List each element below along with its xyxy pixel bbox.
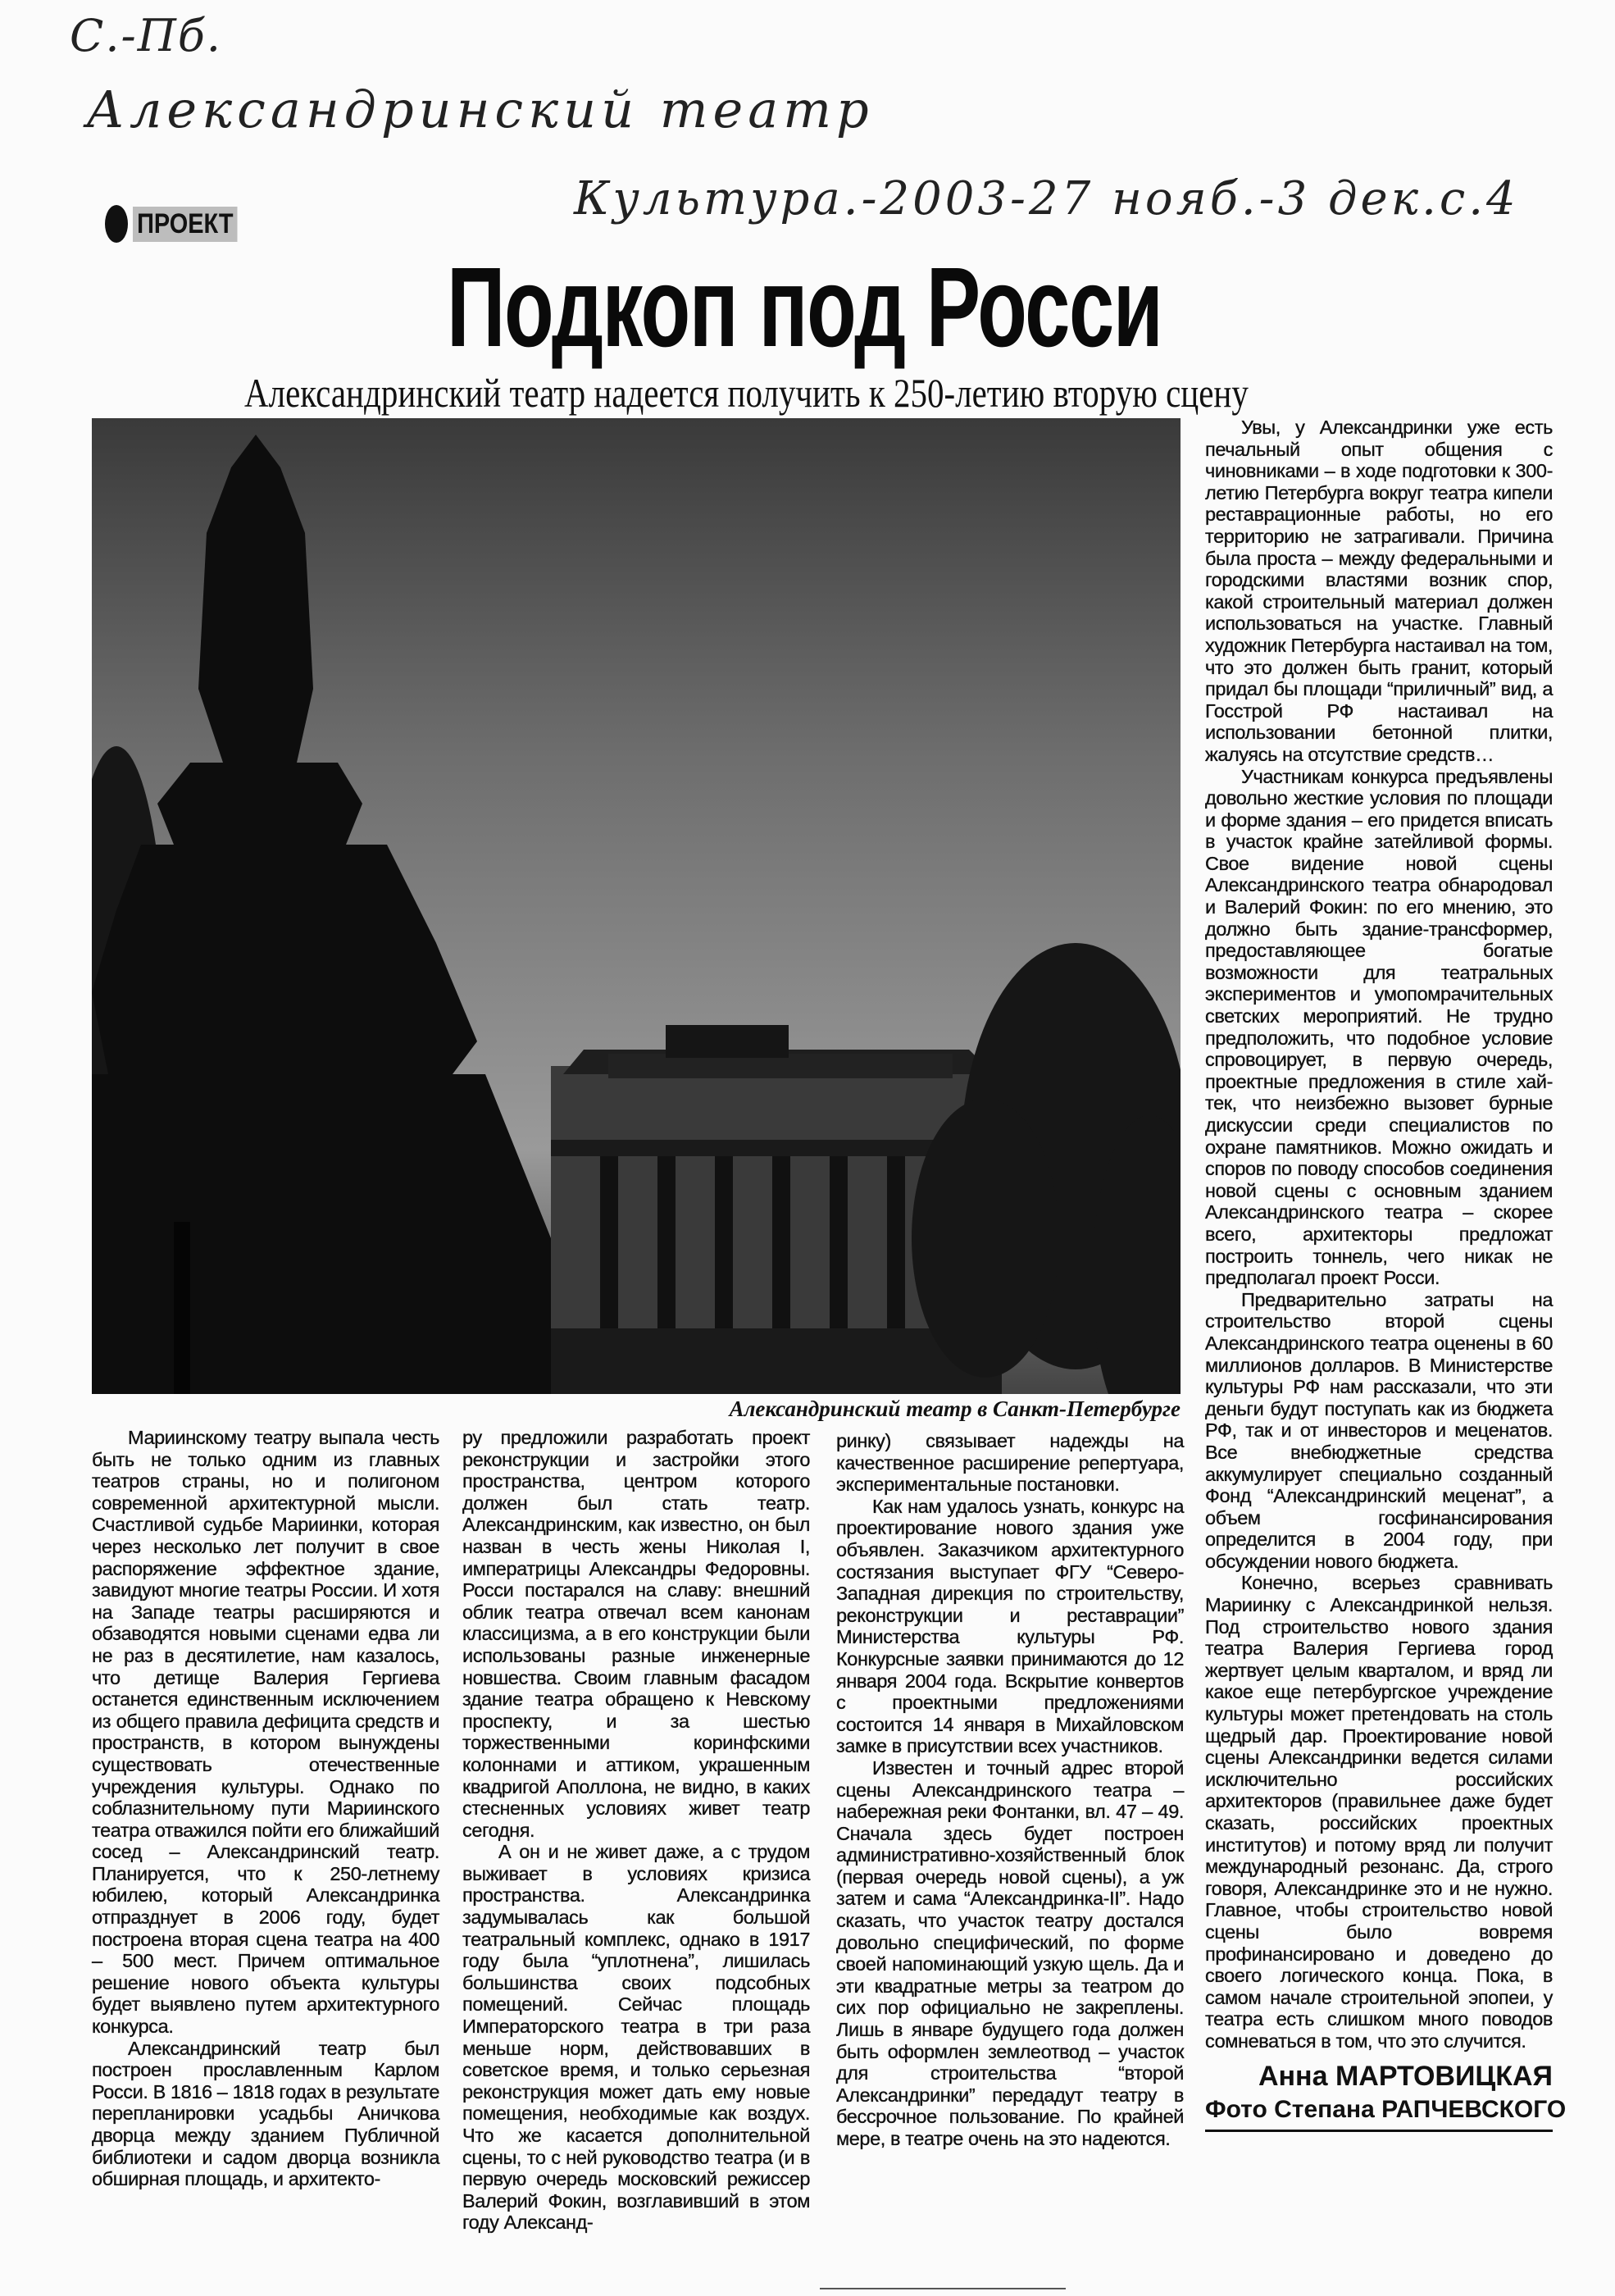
article-column-1	[92, 1427, 439, 2190]
bullet-icon	[105, 205, 128, 243]
paragraph: Александринский театр был построен прославленным Карлом Росси. В 1816 – 1818 годах в результате перепланировки усадьбы Аничкова дворца между зданием Публичной библиотеки и садом дворца возникла обширная площадь, и архитекто-	[92, 2037, 440, 2190]
paragraph: ринку) связывает надежды на качественное расширение репертуара, экспериментальные постановки.	[836, 1430, 1184, 1496]
paragraph: Предварительно затраты на строительство второй сцены Александринского театра оценены в 60 миллионов долларов. В Министерстве культуры РФ нам рассказали, что эти деньги будут поступать как из бюджета РФ, так и от инвесторов и меценатов. Все внебюджетные средства аккумулирует специально созданный Фонд “Александринский меценат”, а объем госфинансирования определится в 2004 году, при обсуждении нового бюджета.	[1205, 1288, 1553, 1572]
rubric-label	[105, 205, 256, 243]
paragraph: Увы, у Александринки уже есть печальный опыт общения с чиновниками – в ходе подготовки к 300-летию Петербурга вокруг театра кипели реставрационные работы, но его территорию не затрагивали. Причина была проста – между федеральными и городскими властями возник спор, какой строительный материал должен использоваться на участке. Главный художник Петербурга настаивал на том, что это должен быть гранит, который придал бы площади “приличный” вид, а Госстрой РФ настаивал на использовании бетонной плитки, жалуясь на отсутствие средств…	[1205, 417, 1553, 765]
paragraph: ру предложили разработать проект реконструкции и застройки этого пространства, центром которого должен был стать театр. Александринским, как известно, он был назван в честь жены Николая I, императрицы Александры Федоровны. Росси постарался на славу: внешний облик театра отвечал всем канонам классицизма, а в его конструкции были использованы разные инженерные новшества. Своим главным фасадом здание театра обращено к Невскому проспекту, и за шестью торжественными коринфскими колоннами и аттиком, украшенным квадригой Аполлона, не видно, в каких стесненных условиях живет театр сегодня.	[462, 1427, 810, 1841]
article-column-3	[836, 1430, 1184, 2150]
byline	[1205, 2059, 1567, 2132]
paragraph: Участникам конкурса предъявлены довольно жесткие условия по площади и форме здания – его придется вписать в участок крайне затейливой формы. Свое видение новой сцены Александринского театра обнародовал и Валерий Фокин: по его мнению, это должно быть здание-трансформер, предоставляющее богатые возможности для театральных экспериментов и умопомрачительных светских мероприятий. Не трудно предположить, что подобное условие спровоцирует, в первую очередь, проектные предложения в стиле хай-тек, что неизбежно вызовет бурные дискуссии среди специалистов по охране памятников. Можно ожидать и споров по поводу способов соединения новой сцены с основным зданием Александринского театра – скорее всего, архитекторы предложат построить тоннель, чего никак не предполагал проект Росси.	[1205, 765, 1553, 1289]
article-column-4	[1205, 417, 1567, 2132]
divider	[820, 2288, 1066, 2289]
article-photo	[92, 418, 1181, 1394]
author-name: Анна МАРТОВИЦКАЯ	[1258, 2060, 1553, 2092]
article-subtitle: Александринский театр надеется получить к 250-летию вторую сцену	[244, 370, 1249, 416]
handwritten-note-subject: Александринский театр	[86, 80, 874, 139]
handwritten-note-city: С.-Пб.	[70, 10, 222, 61]
paragraph: Мариинскому театру выпала честь быть не только одним из главных театров страны, но и полигоном современной архитектурной мысли. Счастливой судьбе Мариинки, которая через несколько лет получит в свое распоряжение эффектное здание, завидуют многие театры России. И хотя на Западе театры расширяются и обзаводятся новыми сценами едва ли не раз в десятилетие, нам казалось, что детище Валерия Гергиева останется единственным исключением из общего правила дефицита средств и пространств, в котором вынуждены существовать отечественные учреждения культуры. Однако по соблазнительному пути Мариинского театра отважился пойти его ближайший сосед – Александринский театр. Планируется, что к 250-летнему юбилею, который Александринка отпразднует в 2006 году, будет построена вторая сцена театра на 400 – 500 мест. Причем оптимальное решение нового объекта культуры будет выявлено путем архитектурного конкурса.	[92, 1427, 439, 2038]
photo-credit: Фото Степана РАПЧЕВСКОГО	[1205, 2093, 1553, 2132]
paragraph: Известен и точный адрес второй сцены Александринского театра – набережная реки Фонтанки, вл. 47 – 49. Сначала здесь будет построен административно-хозяйственный блок (первая очередь новой сцены), а уж затем и сама “Александринка-II”. Надо сказать, что участок театру достался довольно специфический, по форме своей напоминающий узкую щель. Да и эти квадратные метры за театром до сих пор официально не закреплены. Лишь в январе будущего года должен быть оформлен землеотвод – участок для строительства “второй Александринки” передадут театру в бессрочное пользование. По крайней мере, в театре очень на это надеются.	[836, 1756, 1184, 2149]
paragraph: А он и не живет даже, а с трудом выживает в условиях кризиса пространства. Александринка задумывалась как большой театральный комплекс, однако в 1917 году была “уплотнена”, лишилась большинства своих подсобных помещений. Сейчас площадь Императорского театра в три раза меньше норм, действовавших в советское время, и только серьезная реконструкция может дать ему новые помещения, необходимые как воздух. Что же касается дополнительной сцены, то с ней руководство театра (и в первую очередь московский режиссер Валерий Фокин, возглавивший в этом году Александ-	[462, 1841, 810, 2234]
rubric-text: ПРОЕКТ	[133, 207, 238, 242]
paragraph: Конечно, всерьез сравнивать Мариинку с Александринкой нельзя. Под строительство нового здания театра Валерия Гергиева город жертвует целым кварталом, и вряд ли какое еще петербургское учреждение культуры может претендовать на столь щедрый дар. Проектирование новой сцены Александринки ведется силами исключительно российских архитекторов (правильнее даже будет сказать, российских проектных институтов) и потому вряд ли получит международный резонанс. Да, строго говоря, Александринке это и не нужно. Главное, чтобы строительство новой сцены было вовремя профинансировано и доведено до своего логического конца. Пока, в самом начале строительной эпопеи, у театра есть слишком много поводов сомневаться в том, что это случится.	[1205, 1572, 1553, 2052]
article-headline: Подкоп под Росси	[447, 244, 1162, 371]
handwritten-note-source: Культура.-2003-27 нояб.-3 дек.с.4	[574, 172, 1519, 226]
photo-caption: Александринский театр в Санкт-Петербурге	[729, 1396, 1181, 1421]
paragraph: Как нам удалось узнать, конкурс на проектирование нового здания уже объявлен. Заказчиком архитектурного состязания выступает ФГУ “Северо-Западная дирекция по строительству, реконструкции и реставрации” Министерства культуры РФ. Конкурсные заявки принимаются до 12 января 2004 года. Вскрытие конвертов с проектными предложениями состоится 14 января в Михайловском замке в присутствии всех участников.	[836, 1495, 1184, 1757]
article-column-2	[462, 1427, 810, 2234]
